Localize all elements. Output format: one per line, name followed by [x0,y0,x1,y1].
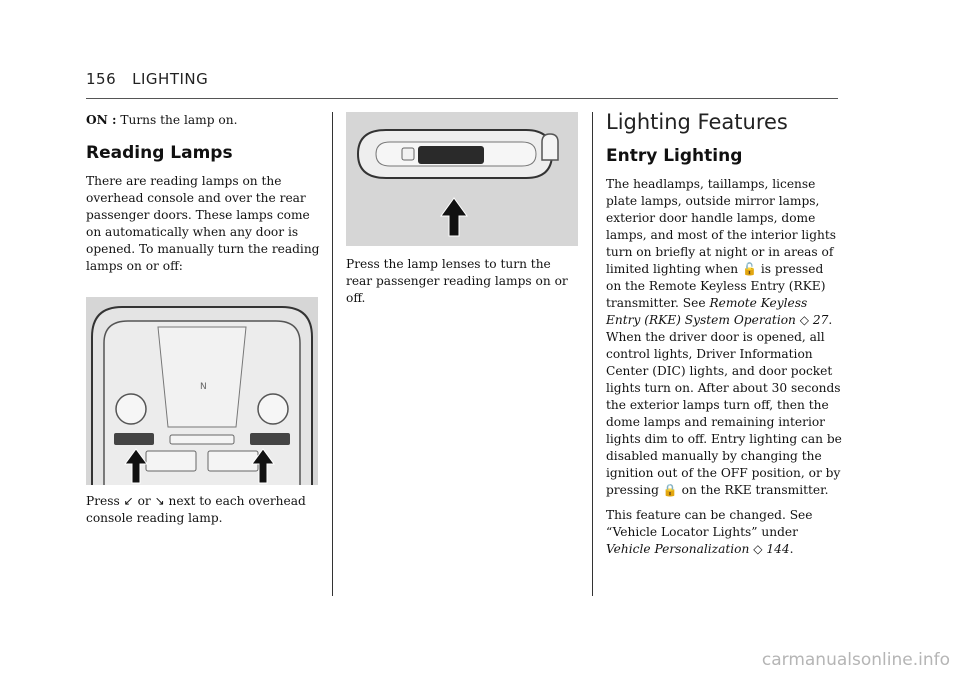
rear-lamp-instruction: Press the lamp lenses to turn the rear passenger reading lamps on or off. [346,257,568,305]
column-divider-2 [592,112,593,596]
entry-text-d: on the RKE transmitter. [681,483,829,497]
lighting-features-heading: Lighting Features [606,110,788,134]
page-ref-icon: ◇ [753,542,763,556]
column-2 [346,112,580,315]
section-title: LIGHTING [132,70,209,88]
entry-text-c: . When the driver door is opened, all control lights, Driver Information Center (DIC) lights, and door pocket lights turn on. After about 30 seconds the exterior lamps turn off, then the dome lamps and remaining interior lights dim to off. Entry lighting can be disabled manually by changing the ignition out of the OFF position, or by pressing [606,313,842,497]
press-instruction [86,493,322,527]
column-divider-1 [332,112,333,596]
entry-lighting-para [606,176,842,499]
reading-lamps-intro: There are reading lamps on the overhead console and over the rear passenger doors. These lamps come on automatically when any door is opened. To manually turn the reading lamps on or off: [86,174,320,273]
column-3 [606,110,842,566]
header-rule [86,98,838,99]
reading-lamp-right-icon: ↘ [154,494,165,508]
rear-reading-lamp-illustration [346,112,578,246]
column-1 [86,112,322,535]
on-text: Turns the lamp on. [120,113,238,127]
entry-lighting-heading: Entry Lighting [606,146,743,166]
entry-text-b: is pressed on the Remote Keyless Entry (RKE) transmitter. See [606,262,826,310]
lock-icon: 🔒 [662,483,678,497]
feature-text-end: . [789,542,794,556]
page-number: 156 [86,70,117,88]
unlock-icon: 🔓 [742,262,757,276]
feature-change-para [606,507,842,558]
press-text-a: Press [86,494,120,508]
entry-text-a: The headlamps, taillamps, license plate lamps, outside mirror lamps, exterior door handle lamps, dome lamps, and most of the interior lights turn on briefly at night or in areas of limited lighting when [606,177,837,276]
feature-text-a: This feature can be changed. See “Vehicle Locator Lights” under [606,508,813,539]
page-ref-icon: ◇ [799,313,810,327]
svg-text:N: N [200,382,207,392]
press-text-or: or [137,494,151,508]
on-label: ON : [86,113,117,127]
press-text-b: next to each overhead console reading lamp. [86,494,306,525]
vehicle-personalization-link[interactable]: Vehicle Personalization [606,542,750,556]
watermark: carmanualsonline.info [761,650,950,670]
overhead-console-illustration [86,297,318,485]
reading-lamp-left-icon: ↙ [123,494,134,508]
vehicle-personalization-page[interactable]: 144 [766,542,790,556]
page-header [86,70,208,88]
on-definition [86,112,322,129]
reading-lamps-heading: Reading Lamps [86,143,233,163]
rke-reference-page[interactable]: 27 [812,313,829,327]
rke-reference-link[interactable]: Remote Keyless Entry (RKE) System Operation [606,296,808,327]
